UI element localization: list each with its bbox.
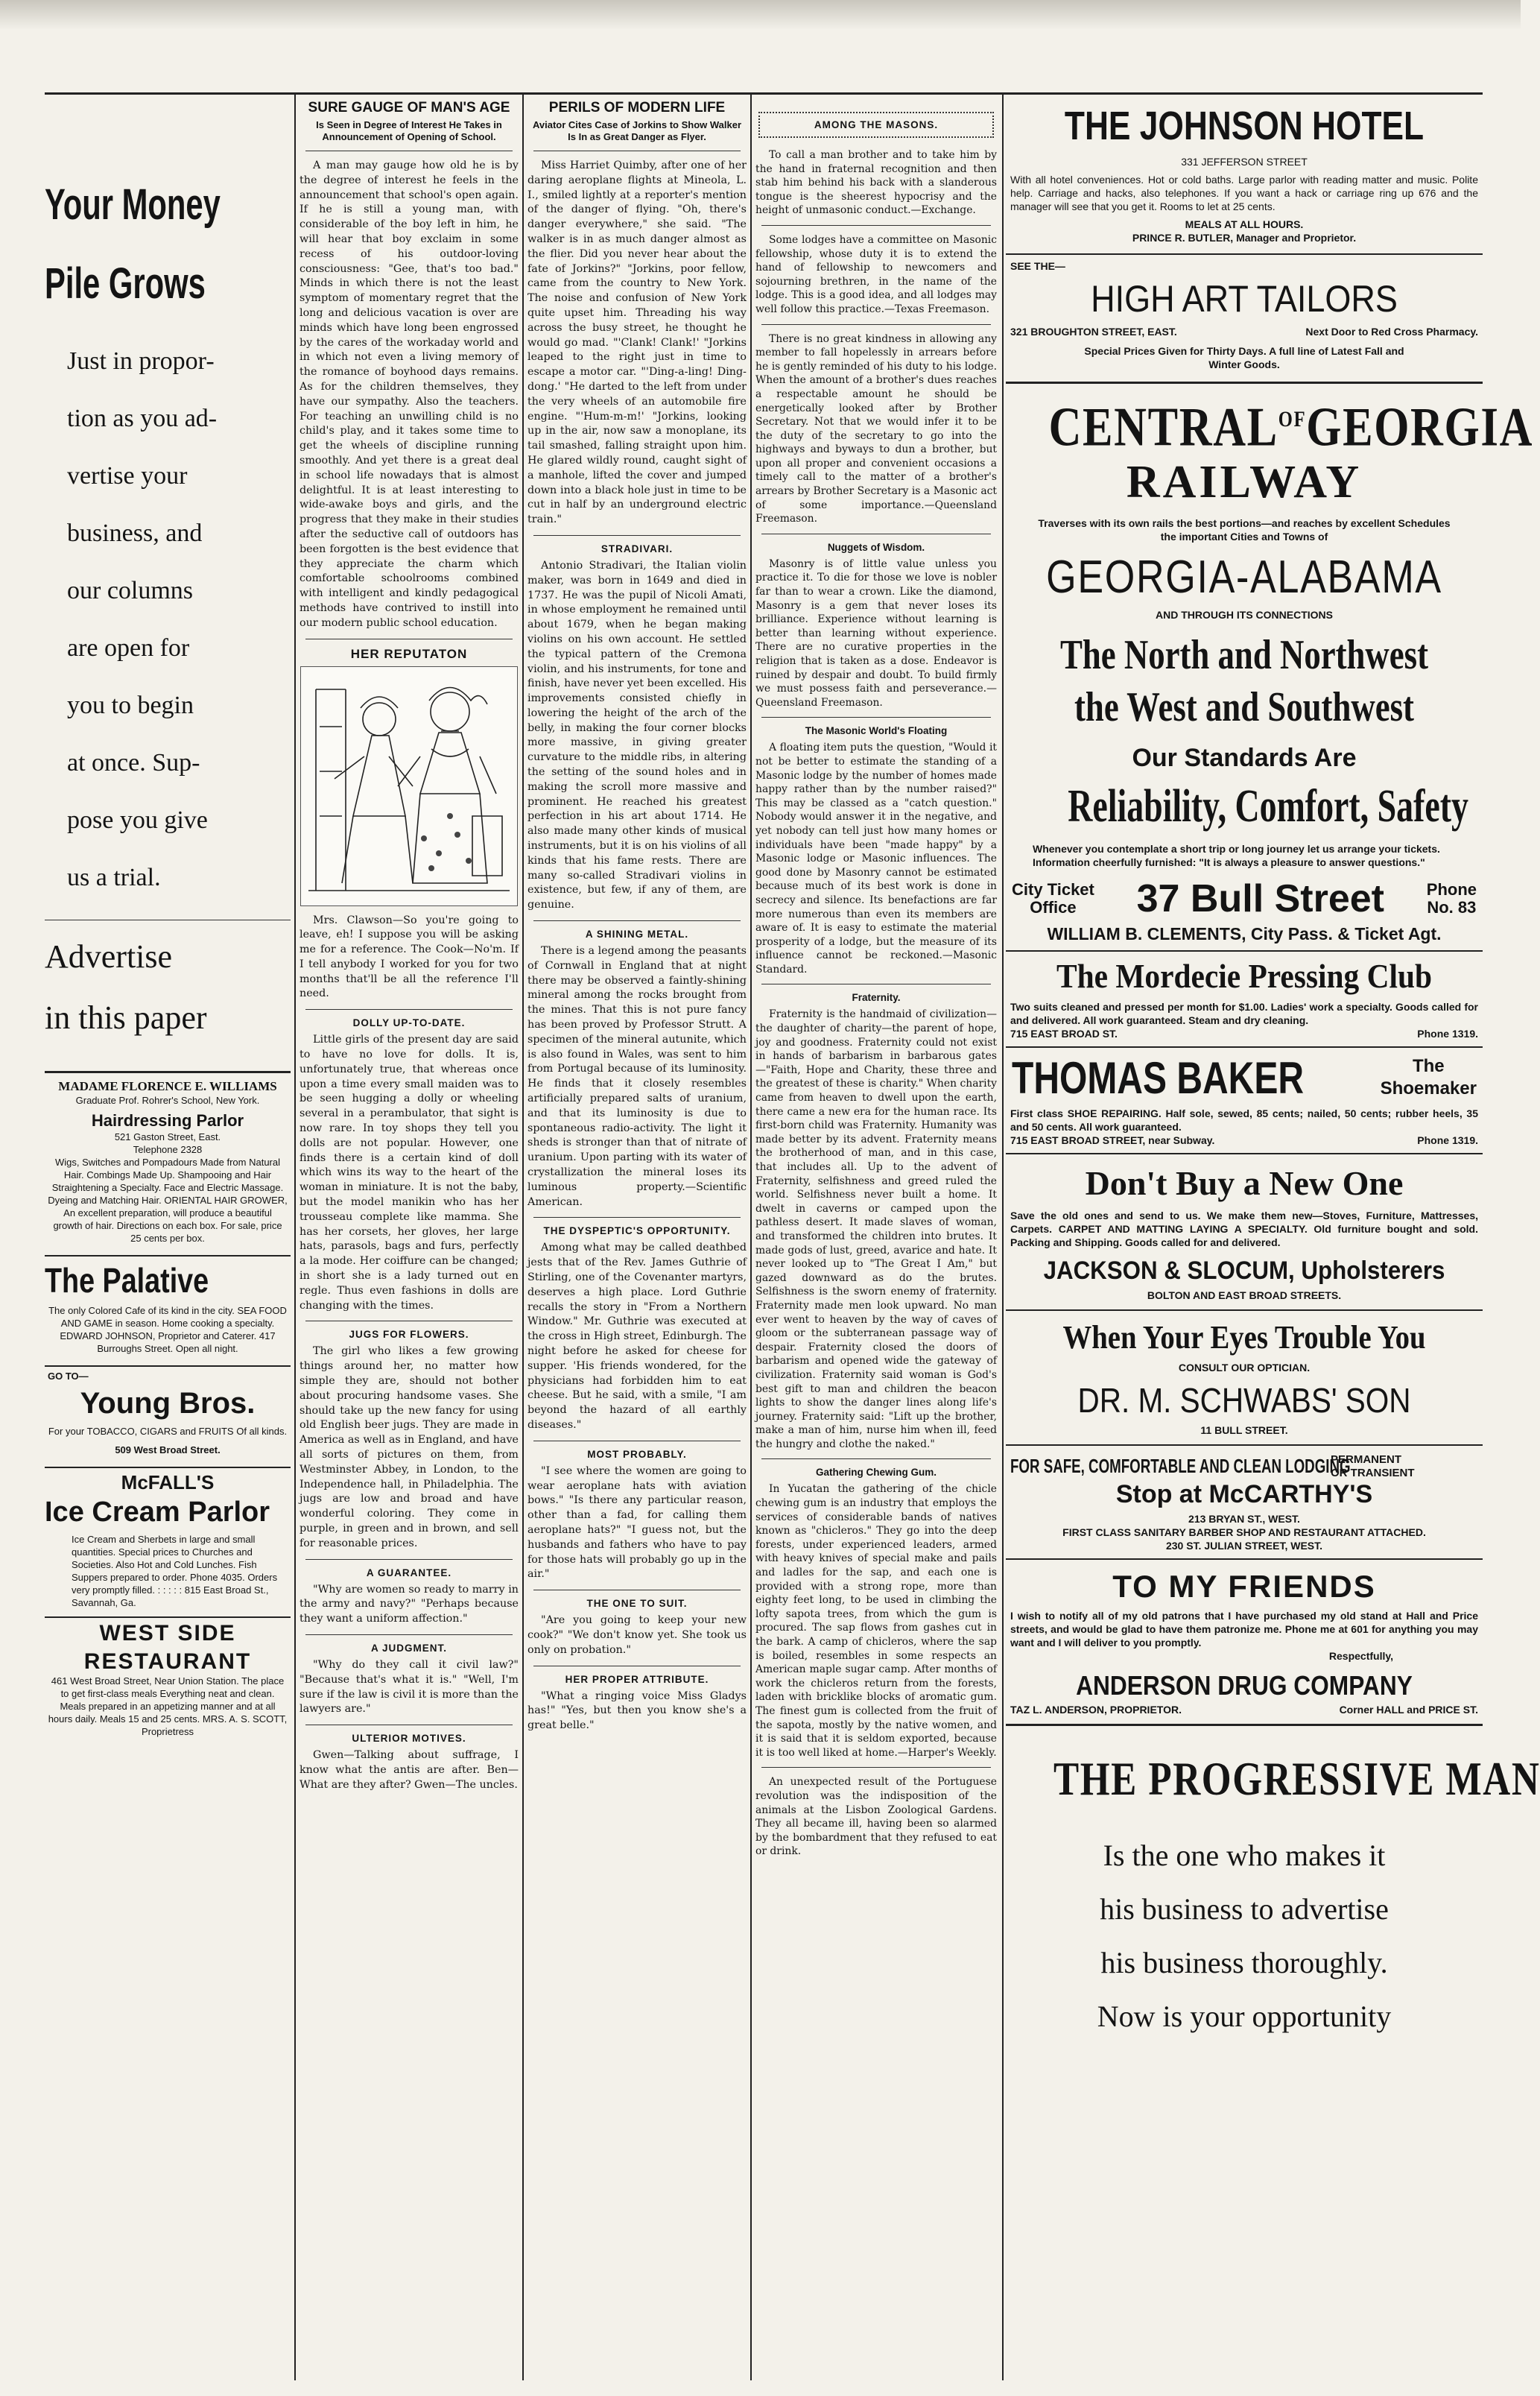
young-address: 509 West Broad Street. [115,1444,221,1455]
article-headline: A GUARANTEE. [366,1567,452,1578]
article-body: A floating item puts the question, "Would it not be better to estimate the standing of a Masonic lodge by the number of homes made happy rather than by the number raised?" This may be classed as a "catch question." Nobody would answer it in the negative, and yet nobody can tell just how many homes or individuals have been "made happy" by a Masonic lodge or Masonic influences. The good done by Masonry cannot be estimated because much of its best work is done in secrecy and silence. Its benefactions are far more numerous than even its members are aware of. It is easy to estimate the material prosperity of a lodge, but the measure of its influence cannot be reckoned.—Masonic Standard. [755,742,997,976]
article-body: A man may gauge how old he is by the degree of interest he feels in the announcement that school's open again. If he is still a young man, with considerable of the boy left in him, he will hear that boy exclaim in some recess of his outdoor-loving consciousness: "Gee, that's too bad." Minds in which there is not the least symptom of momentary regret that the long and delicious vacation is over are minds which have long been engrossed by the cares of the workaday world and in which not even a living memory of the romance of boyhood days remains. As for the children themselves, they have our sympathy. Also the teachers. For teaching an unwilling child is no child's play, and it takes some time to get the wheels of discipline running smoothly. And yet there is a great deal in school life nowadays that is almost delightful. It is at least interesting to wide-awake boys and girls, and the progress that they make in their studies after the seductive call of outdoors has been forgotten is the best evidence that they appreciate the charm which comfortable schoolrooms combined with intelligent and kindly pedagogical methods have contrived to instill into our modern public school education. [300,159,519,629]
masons-box [758,112,994,138]
article-headline: THE ONE TO SUIT. [586,1598,688,1610]
column-2 [298,97,520,2377]
article-body: An unexpected result of the Portuguese revolution was the indisposition of the animals at the Lisbon Zoological Gardens. They all became ill, having been so alarmed by the bombardment that they refused to eat or drink. [755,1776,997,1858]
progressive-title: THE PROGRESSIVE MAN [1053,1751,1540,1805]
divider [761,324,991,325]
railway-when: Whenever you contemplate a short trip or long journey let us arrange your tickets. Information cheerfully furnished: "It is always a pleasure to answer questions." [1033,842,1440,868]
baker-address: 715 EAST BROAD STREET, near Subway. [1010,1134,1215,1146]
central-georgia-ad [1006,391,1534,944]
article-headline: AMONG THE MASONS. [814,119,939,130]
js-address: BOLTON AND EAST BROAD STREETS. [1147,1289,1342,1301]
tailors-address: 321 BROUGHTON STREET, EAST. [1010,326,1177,338]
col-rule-1 [294,92,296,2380]
williams-ad [45,1079,291,1245]
divider [761,225,991,226]
article-headline: A JUDGMENT. [370,1642,447,1654]
hotel-proprietor: PRINCE R. BUTLER, Manager and Proprietor. [1132,232,1357,244]
mordecie-ad [1006,956,1483,1040]
ticket-phone-number: No. 83 [1427,897,1477,917]
money-line: us a trial. [67,864,161,891]
schwab-title: When Your Eyes Trouble You [1062,1318,1426,1356]
railway-nn1: The North and Northwest [1059,631,1429,678]
railway-standards: Our Standards Are [1132,743,1357,772]
money-line: pose you give [67,806,208,834]
friends-name: ANDERSON DRUG COMPANY [1076,1669,1413,1701]
williams-name: MADAME FLORENCE E. WILLIAMS [58,1079,277,1093]
divider [45,1616,291,1618]
railway-title-of: OF [1278,407,1307,432]
railway-rcs: Reliability, Comfort, Safety [1068,780,1468,832]
article-subhead: Is Seen in Degree of Interest He Takes in Announcement of Opening of School. [316,119,502,142]
baker-header [1012,1052,1477,1104]
schwab-name: DR. M. SCHWABS' SON [1077,1380,1411,1420]
baker-sub [1381,1055,1477,1100]
advertise-line-1: Advertise [45,938,173,975]
young-title: Young Bros. [80,1387,256,1420]
article-headline: Gathering Chewing Gum. [815,1467,937,1479]
article-body: Fraternity is the handmaid of civilization—the daughter of charity—the parent of hope, joy and goodness. Fraternity could not exist in hands of barbarism in barbarous gates—"Faith, Hope and Charity, these three and the greatest of these is charity." When charity came from heaven to dwell upon the earth, there came a new era for the human race. Its first-born child was Fraternity. Humanity was made better by its advent. Fraternity means the brotherhood of man, and in this case, that includes all. Up to the advent of Fraternity, selfishness and greed ruled the world. Selfishness never built a home. It dwelt in caverns or camped upon the pathless desert. It made slaves of woman, and transformed the children into brutes. It made gods of lust, greed, avarice and hate. It never looked up to "The Great I Am," but gazed downward as do the brutes. Selfishness is the sworn enemy of fraternity. Fraternity made men look upward. No man ever went to heaven by the way of caves of gloom or the subterranean passage way of despair. Fraternity closed the doors of barbarism and opened wide the gateway of civilization. Fraternity said woman is God's best gift to man and children the beacon lights to show the danger lines along life's journey. Fraternity said: "Lift up the brother, make a man of him, nurse him when ill, feed the hungry and clothe the naked." [755,1008,997,1450]
friends-corner: Corner HALL and PRICE ST. [1339,1703,1478,1716]
article-body: Mrs. Clawson—So you're going to leave, eh! I suppose you will be asking me for a reference. The Cook—No'm. If I tell anybody I worked for you for two months that'll be all the reference I'll need. [300,914,519,1000]
hotel-body: With all hotel conveniences. Hot or cold baths. Large parlor with reading matter and music. Polite help. Carriage and hacks, also telephones. If you want a hack or carriage ring up 676 and the manager will see that you get it. Rooms to let at 25 cents. [1010,174,1478,212]
article-body: There is no great kindness in allowing any member to fall hopelessly in arrears before he is gently reminded of his duty to his lodge. When the amount of a brother's dues reaches a respectable amount he should be energetically looked after by Brother Secretary. Not that we would infer it to be the duty of the secretary to go into the highways and byways to dun a brother, but upon all proper and convenient occasions a timely call to the matter of a brother's arrears by Brother Secretary is a Masonic act of some importance.—Queensland Freemason. [755,332,997,525]
progressive-line: his business thoroughly. [1100,1945,1388,1979]
article-headline: PERILS OF MODERN LIFE [548,100,726,116]
baker-body: First class SHOE REPAIRING. Half sole, sewed, 85 cents; nailed, 50 cents; rubber heels, 35 and 50 cents. All work guaranteed. [1010,1107,1478,1133]
mccarthy-ad [1006,1453,1483,1552]
article-body: Some lodges have a committee on Masonic fellowship, whose duty it is to extend the hand of fellowship to newcomers and sojourning brethren, in the name of the lodge. This is a good idea, and all lodges may well follow this practice.—Texas Freemason. [755,233,997,315]
progressive-man-ad [1006,1751,1540,2043]
tailors-title: HIGH ART TAILORS [1091,278,1398,320]
mccarthy-address-2: 230 ST. JULIAN STREET, WEST. [1165,1539,1323,1552]
friends-footer [1006,1703,1483,1716]
money-line: our columns [67,577,194,604]
westside-ad [45,1621,291,1738]
article-headline: The Masonic World's Floating [805,725,948,737]
mordecie-footer [1006,1027,1483,1040]
young-goto: GO TO— [48,1371,89,1382]
divider [761,717,991,718]
article-headline: STRADIVARI. [601,543,674,554]
article-body: "Are you going to keep your new cook?" "We don't know yet. She took us only on probation." [527,1614,747,1656]
baker-sub-1: The [1412,1056,1445,1077]
page-top-edge [0,0,1521,30]
article-body: Little girls of the present day are said to have no love for dolls. It is, unfortunately true, that whereas once upon a time every small maiden was to be seen hugging a dolly or wheeling several in a perambulator, that sight is now rare. In toy shops they tell you dolls are not popular. However, one finds there is a certain kind of doll which wins its way to the heart of the woman in miniature. It is not the baby, but the model manikin who has her trousseau complete like mamma. She has her corsets, her gloves, her large hats, parasols, bags and furs, perfectly a la mode. Her coiffure can be changed; in short she is a lady turned out en regle. Thus even fashions in dolls are changing with the times. [300,1034,519,1312]
westside-body: 461 West Broad Street, Near Union Station. The place to get first-class meals Everything neat and clean. Meals prepared in an appetizing manner and at all hours daily. Meals 15 and 25 cents. MRS. A. S. SCOTT, Proprietress [48,1675,288,1737]
westside-title-1: WEST SIDE [99,1621,236,1646]
cartoon-illustration [300,666,518,906]
column-5 [1006,97,1540,2377]
article-headline: DOLLY UP-TO-DATE. [352,1017,466,1029]
mccarthy-body: FIRST CLASS SANITARY BARBER SHOP AND RESTAURANT ATTACHED. [1062,1526,1426,1538]
tailors-address-row [1006,325,1483,338]
article-body: Gwen—Talking about suffrage, I know what the antis are after. Ben—What are they after? Gwen—The uncles. [300,1749,519,1791]
railway-title-2: GEORGIA [1306,396,1534,458]
article-body: "Why are women so ready to marry in the army and navy?" "Perhaps because they want a uniform affection." [300,1583,519,1625]
divider [1006,1046,1483,1048]
divider [45,1071,291,1073]
article-headline: SURE GAUGE OF MAN'S AGE [308,100,510,116]
baker-footer [1006,1134,1483,1147]
ticket-office: Office [1030,897,1077,917]
jackson-slocum-ad [1006,1163,1483,1302]
palative-body: The only Colored Cafe of its kind in the city. SEA FOOD AND GAME in season. Home cooking a specialty. EDWARD JOHNSON, Proprietor and Caterer. 417 Burroughs Street. Open all night. [48,1305,287,1354]
divider [1006,1558,1483,1560]
mccarthy-transient: OR TRANSIENT [1331,1466,1415,1479]
progressive-line: his business to advertise [1100,1891,1389,1926]
westside-title-2: RESTAURANT [83,1649,252,1674]
divider [305,1634,513,1635]
mordecie-body: Two suits cleaned and pressed per month for $1.00. Ladies' work a specialty. Goods called for and delivered. All work guaranteed. Steam and dry cleaning. [1010,1000,1478,1026]
article-body: The girl who likes a few growing things around her, no matter how simple they are, should not bother about procuring handsome vases. She should take up the new fancy for using old English beer jugs. They are made in America as well as in England, and have all sorts of pictures on them, from Westminster Abbey, in London, to the Independence hall, in Philadelphia. The jugs are low and broad and have wonderful coloring. They come in purple, in green and in brown, and sell for reasonable prices. [300,1345,519,1549]
railway-nn2: the West and Southwest [1074,683,1414,730]
ticket-agent: WILLIAM B. CLEMENTS, City Pass. & Ticket Agt. [1047,923,1442,943]
money-line: you to begin [67,692,194,719]
ticket-row [1012,876,1477,921]
divider [533,920,741,921]
divider [45,1467,291,1468]
railway-ga: GEORGIA-ALABAMA [1046,551,1442,603]
divider [761,1458,991,1459]
article-headline: A SHINING METAL. [585,929,689,941]
divider [1006,1724,1483,1726]
divider [761,1767,991,1768]
mcfall-ad [45,1471,291,1609]
tailors-body: Special Prices Given for Thirty Days. A full line of Latest Fall and Winter Goods. [1084,345,1404,370]
divider [1006,1153,1483,1154]
js-name: JACKSON & SLOCUM, Upholsterers [1043,1256,1445,1285]
railway-title [1048,391,1534,458]
article-body: There is a legend among the peasants of Cornwall in England that at night there may be observed a faintly-shining mineral among the rocks brought from the mines. That this is not pure fancy has been proved by Professor Strutt. A specimen of the mineral autunite, which is also found in Wales, was sent to him from Portugal because of its luminosity. He finds that it closely resembles artificially prepared salts of uranium, and that its luminosity is due to spontaneous radio-activity. The light it sheds is stronger than that of nitrate of uranium. Upon parting with its water of crystallization the mineral loses its luminous property.—Scientific American. [527,945,747,1208]
tailors-see: SEE THE— [1010,260,1065,272]
article-headline: MOST PROBABLY. [587,1448,687,1460]
williams-body: Wigs, Switches and Pompadours Made from Natural Hair. Combings Made Up. Shampooing and Hair Straightening a Specialty. Face and Electric Massage. Dyeing and Matching Hair. ORIENTAL HAIR GROWER, An excellent preparation, will produce a beautiful growth of hair. Directions on each box. For sale, price 25 cents per box. [48,1157,288,1244]
young-bros-ad [45,1370,291,1456]
schwab-ad [1006,1318,1483,1437]
mcfall-title: Ice Cream Parlor [45,1496,270,1528]
article-body: "What a ringing voice Miss Gladys has!" "Yes, but then you know she's a great belle." [527,1689,747,1732]
railway-title-1: CENTRAL [1048,396,1278,458]
divider [45,1255,291,1257]
money-line: are open for [67,634,190,662]
article-body: "I see where the women are going to wear aeroplane hats with aviation bows." "Is there any particular reason, other than a fad, for calling them aeroplane hats?" "I guess not, but the husbands and fathers who have to pay for those hats will probably go up in the air." [527,1464,747,1581]
article-headline: THE DYSPEPTIC'S OPPORTUNITY. [543,1225,731,1237]
article-body: Among what may be called deathbed jests that of the Rev. James Guthrie of Stirling, one of the Covenanter martyrs, deserves a high place. Lord Guthrie recalls the story in "From a Northern Window." Mr. Guthrie was executed at the cross in High street, Edinburgh. The night before he asked for cheese for supper. 'His friends wondered, for the physicians had forbidden him to eat cheese. But he said, with a smile, "I am beyond the hazard of all earthly diseases." [527,1242,747,1431]
divider [533,1217,741,1218]
divider [1006,1444,1483,1446]
railway-connections: AND THROUGH ITS CONNECTIONS [1156,608,1333,621]
baker-phone: Phone 1319. [1417,1134,1478,1146]
ticket-address: 37 Bull Street [1136,876,1384,920]
article-headline: Nuggets of Wisdom. [827,541,925,553]
friends-body: I wish to notify all of my old patrons that I have purchased my old stand at Hall and Price streets, and would be glad to have them patronize me. Phone me at 601 for anything you may want and I will deliver to you promptly. [1010,1609,1478,1649]
column-3 [526,97,748,2377]
money-line: Just in propor- [67,347,215,375]
divider [1006,382,1483,384]
hotel-meals: MEALS AT ALL HOURS. [1185,218,1304,230]
railway-traverses: Traverses with its own rails the best portions—and reaches by excellent Schedules the important Cities and Towns of [1038,516,1451,543]
money-line: at once. Sup- [67,749,200,777]
mccarthy-permanent: PERMANENT [1331,1453,1402,1466]
friends-respectfully: Respectfully, [1328,1649,1393,1662]
mordecie-phone: Phone 1319. [1417,1027,1478,1040]
article-subhead: Aviator Cites Case of Jorkins to Show Walker Is In as Great Danger as Flyer. [532,119,742,142]
top-rule [45,92,1483,95]
money-line: business, and [67,519,203,547]
divider [305,1559,513,1560]
johnson-hotel-ad [1006,103,1483,244]
mccarthy-left: FOR SAFE, COMFORTABLE AND CLEAN LODGING [1010,1455,1351,1478]
js-body: Save the old ones and send to us. We make them new—Stoves, Furniture, Mattresses, Carpets. CARPET AND MATTING LAYING A SPECIALTY. Old furniture bought and sold. Packing and Shipping. Goods called for and delivered. [1010,1209,1478,1248]
money-line: vertise your [67,462,188,490]
money-headline-2: Pile Grows [45,259,206,308]
divider [1006,1309,1483,1311]
tailors-next: Next Door to Red Cross Pharmacy. [1305,326,1478,338]
ticket-office-label [1012,881,1094,917]
mcfall-body: Ice Cream and Sherbets in large and small quantities. Special prices to Churches and Societies. Also Hot and Cold Lunches. Fish Suppers prepared to order. Phone 4035. Orders very promptly filled. : : : : : 815 East Broad St., Savannah, Ga. [72,1534,278,1608]
js-title: Don't Buy a New One [1085,1163,1404,1202]
williams-line: Graduate Prof. Rohrer's School, New York. [75,1095,260,1106]
anderson-ad [1006,1569,1483,1716]
article-body: Masonry is of little value unless you practice it. To die for those we love is nobler far than to wear a crown. Like the diamond, Masonry is a gem that never loses its brilliance. Experience without learning is better than learning without experience. There are no curative properties in the religion that is taken as a dose. Endeavor is ruined by despair and doubt. To build firmly we must possess faith and perseverance.—Queensland Freemason. [755,557,997,709]
baker-sub-2: Shoemaker [1380,1078,1477,1099]
baker-name: THOMAS BAKER [1012,1052,1304,1103]
money-ad [45,179,291,1041]
col-rule-2 [522,92,524,2380]
article-body: In Yucatan the gathering of the chicle chewing gum is an industry that employs the services of considerable bands of natives known as "chicleros." They go into the deep forests, under experienced leaders, armed with heavy knives of special make and pails and ladles for the sap, and each one is provided with a strong rope, more than eighty feet long, to be used in climbing the lofty sapota trees, from which the gum is procured. The sap flows from gashes cut in the bark. A camp of chicleros, where the sap is boiled, resembles in some respects an American maple sugar camp. After months of work the chicleros return from the forests, laden with bricklike blocks of aromatic gum. The finest gum is collected from the fruit of the sapota, mostly by the native women, and it is said that it is seldom exported, because it is too well liked at home.—Harper's Weekly. [755,1483,997,1759]
article-headline: HER REPUTATON [350,646,468,661]
divider [305,1009,513,1010]
article-headline: ULTERIOR MOTIVES. [352,1733,466,1745]
money-line: tion as you ad- [67,405,218,432]
mccarthy-address: 213 BRYAN ST., WEST. [1188,1512,1300,1525]
friends-proprietor: TAZ L. ANDERSON, PROPRIETOR. [1010,1703,1182,1716]
article-headline: HER PROPER ATTRIBUTE. [565,1673,709,1685]
high-art-tailors-ad [1006,259,1483,371]
article-body: "Why do they call it civil law?" "Because that's what it is." "Well, I'm sure if the law is civil it is more than the lawyers are." [300,1658,519,1716]
williams-address: 521 Gaston Street, East. [114,1131,221,1142]
mcfall-name: McFALL'S [121,1471,215,1493]
article-body: Miss Harriet Quimby, after one of her daring aeroplane flights at Mineola, L. I., smiled lightly at a reporter's mention of the danger of flying. "Oh, there's danger everywhere," she said. "The walker is in as much danger almost as the flier. Did you never hear about the fate of Jorkins?" "Jorkins, poor fellow, came from the country to New York. The noise and confusion of New York quite upset him. Threading his way across the busy street, he thought he would go mad. "'Clank! Clank!' "Jorkins leaped to the right just in time to escape a motor car. "'Ding-a-ling! Ding-dong.' "He darted to the left from under the very wheels of an automobile fire engine. "'Hum-m-m!' "Jorkins, looking up in the air, now saw a monoplane, its tail smashed, falling straight upon him. He glared wildly round, caught sight of a manhole, lifted the cover and jumped down into a black hole just in time to be cut in half by an underground electric train." [527,159,747,526]
hotel-title: THE JOHNSON HOTEL [1064,104,1425,148]
divider [533,535,741,536]
progressive-line: Is the one who makes it [1103,1838,1386,1872]
article-body: Antonio Stradivari, the Italian violin maker, was born in 1649 and died in 1737. He was the pupil of Nicoli Amati, in whose employment he remained until about 1679, when he began making violins on his own account. He settled the typical pattern of the Cremona violin, and his instruments, for tone and finish, have never yet been excelled. His improvements consisted chiefly in lowering the height of the arch of the belly, in making the four corner blocks more massive, in giving greater curvature to the middle ribs, in altering the setting of the sound holes and in making the scroll more massive and prominent. He reached his greatest perfection in his art about 1714. He also made many other kinds of musical instruments, but it is on his violins of all kinds that his fame rests. There are many so-called Stradivari violins in existence, but few, if any of them, are genuine. [527,559,747,911]
column-1 [45,97,291,2377]
money-headline-1: Your Money [45,180,221,229]
williams-phone: Telephone 2328 [133,1144,203,1155]
schwab-consult: CONSULT OUR OPTICIAN. [1178,1361,1311,1374]
col-rule-4 [1002,92,1004,2380]
mccarthy-stop: Stop at McCARTHY'S [1115,1479,1373,1508]
progressive-line: Now is your opportunity [1097,1999,1392,2033]
hotel-street: 331 JEFFERSON STREET [1181,156,1308,168]
advertise-line-2: in this paper [45,999,207,1036]
column-4 [754,97,998,2377]
divider [45,1365,291,1367]
article-headline: Fraternity. [852,992,901,1004]
mccarthy-header [1010,1453,1478,1480]
col-rule-3 [750,92,752,2380]
ticket-phone-label: Phone [1426,879,1477,899]
divider [1006,950,1483,952]
railway-title-3: RAILWAY [1126,456,1363,508]
schwab-address: 11 BULL STREET. [1200,1423,1288,1436]
ticket-city: City Ticket [1012,879,1094,899]
article-headline: JUGS FOR FLOWERS. [349,1329,469,1341]
mordecie-address: 715 EAST BROAD ST. [1010,1027,1118,1040]
palative-ad [45,1259,291,1355]
mordecie-title: The Mordecie Pressing Club [1056,956,1433,995]
thomas-baker-ad [1006,1052,1483,1147]
young-body: For your TOBACCO, CIGARS and FRUITS Of all kinds. [48,1426,288,1437]
divider [1006,253,1483,255]
williams-title: Hairdressing Parlor [91,1111,244,1130]
ticket-phone [1427,881,1477,917]
palative-title: The Palative [45,1261,209,1300]
friends-title: TO MY FRIENDS [1112,1568,1376,1604]
article-body: To call a man brother and to take him by the hand in fraternal recognition and then stab him behind his back with a slanderous tongue is the sheerest hypocrisy and the height of unmasonic conduct.—Exchange. [755,149,997,217]
